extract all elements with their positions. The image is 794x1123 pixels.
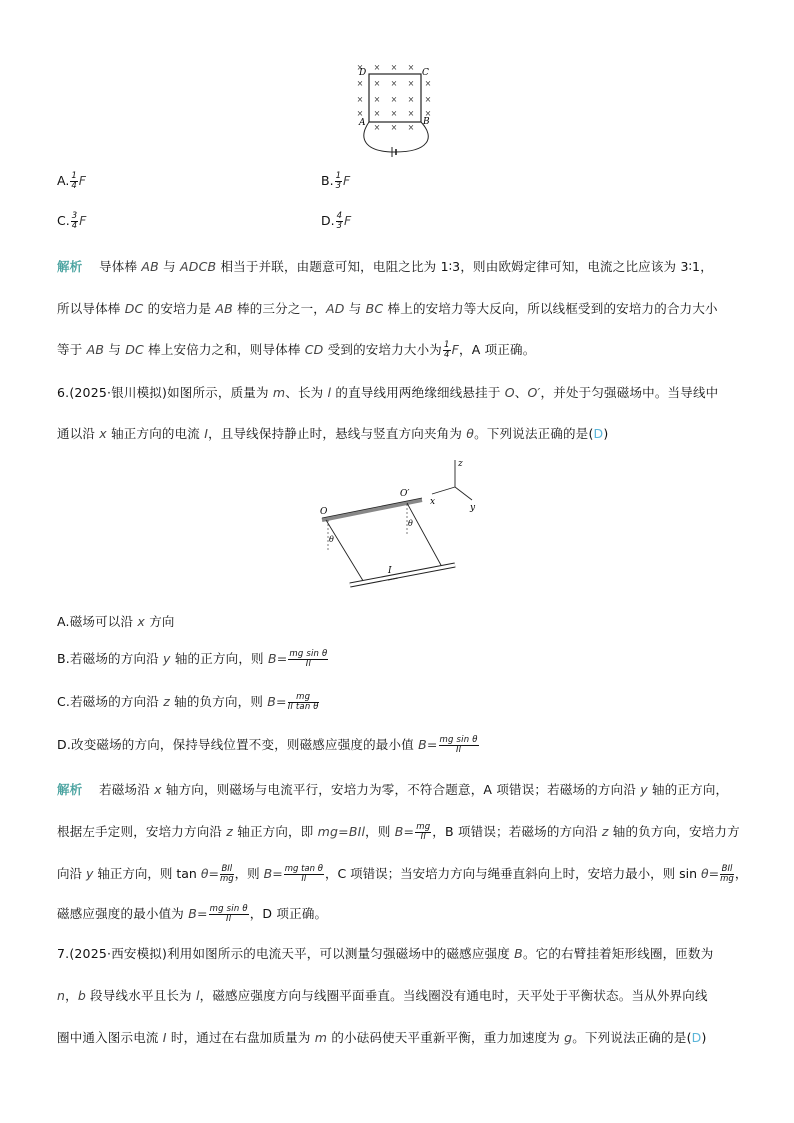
field-cross: × <box>424 79 432 88</box>
field-cross: × <box>407 63 415 72</box>
option-c[interactable]: C. $\frac{3}{4}$ F <box>57 211 87 231</box>
suspension-thread-left <box>326 520 365 584</box>
axis-y-label: y <box>470 503 476 513</box>
field-cross: × <box>373 95 381 104</box>
axis-z-label: z <box>458 459 463 469</box>
option-b[interactable]: B. $\frac{1}{3}$ F <box>321 171 351 191</box>
analysis-tag: 解析 <box>57 782 83 797</box>
q6-stem-line-2: 通以沿 x 轴正方向的电流 I，且导线保持静止时，悬线与竖直方向夹角为 θ。下列说法正确的是(D) <box>57 426 609 441</box>
q6-option-a[interactable]: A.磁场可以沿 x 方向 <box>57 614 175 629</box>
fraction: $\frac{\text{mg tan θ}}{Il}$ <box>284 864 323 884</box>
q6-analysis-line-1: 解析 若磁场沿 x 轴方向，则磁场与电流平行，安培力为零，不符合题意，A 项错误；若磁场的方向沿 y 轴的正方向， <box>57 782 729 797</box>
suspended-wire-figure <box>310 452 500 597</box>
field-cross: × <box>373 79 381 88</box>
q6-option-c[interactable]: C.若磁场的方向沿 z 轴的负方向，则 B= $\frac{mg}{\text{Il tan θ}}$ <box>57 692 319 712</box>
answer-mark: D <box>691 1030 702 1045</box>
analysis-tag: 解析 <box>57 259 83 274</box>
fraction: $\frac{mg}{\text{Il tan θ}}$ <box>287 692 319 712</box>
fraction: $\frac{1}{4}$ <box>71 171 77 191</box>
q6-option-d[interactable]: D.改变磁场的方向，保持导线位置不变，则磁感应强度的最小值 B= $\frac{\text{mg sin θ}}{Il}$ <box>57 735 478 755</box>
field-cross: × <box>373 123 381 132</box>
field-cross: × <box>373 109 381 118</box>
label-o-prime: O′ <box>400 489 410 499</box>
fraction: $\frac{4}{3}$ <box>336 211 343 231</box>
fraction: $\frac{mg}{Il}$ <box>416 822 431 842</box>
q6-analysis-line-2: 根据左手定则，安培力方向沿 z 轴正方向，即 mg=BIl，则 B= $\frac{mg}{Il}$ ，B 项错误；若磁场的方向沿 z 轴的负方向，安培力方 <box>57 822 740 842</box>
field-cross: × <box>390 95 398 104</box>
fraction: $\frac{\text{mg sin θ}}{Il}$ <box>289 649 328 669</box>
field-cross: × <box>407 79 415 88</box>
q7-stem-line-2: n，b 段导线水平且长为 l，磁感应强度方向与线圈平面垂直。当线圈没有通电时，天平处于平衡状态。当从外界向线 <box>57 988 708 1003</box>
label-o: O <box>320 507 328 517</box>
answer-mark: D <box>593 426 604 441</box>
field-cross: × <box>390 63 398 72</box>
q6-analysis-line-4: 磁感应强度的最小值为 B= $\frac{\text{mg sin θ}}{Il}$ ，D 项正确。 <box>57 904 328 924</box>
q6-option-b[interactable]: B.若磁场的方向沿 y 轴的正方向，则 B= $\frac{\text{mg sin θ}}{Il}$ <box>57 649 328 669</box>
axes-icon <box>430 459 476 513</box>
field-cross: × <box>356 109 364 118</box>
field-cross: × <box>390 109 398 118</box>
suspension-thread-right <box>407 503 442 567</box>
field-cross: × <box>373 63 381 72</box>
q5-analysis-line-3: 等于 AB 与 DC 棒上安倍力之和，则导体棒 CD 受到的安培力大小为 $\frac{1}{4}$ F，A 项正确。 <box>57 340 536 360</box>
label-current: I <box>388 566 392 576</box>
fraction: $\frac{1}{4}$ <box>444 340 450 360</box>
fraction: $\frac{3}{4}$ <box>71 211 78 231</box>
label-theta-left: θ <box>329 535 334 544</box>
label-a: A <box>359 118 366 128</box>
q6-stem-line-1: 6.(2025·银川模拟)如图所示，质量为 m、长为 l 的直导线用两绝缘细线悬挂于 O、O′，并处于匀强磁场中。当导线中 <box>57 385 719 400</box>
field-cross: × <box>407 109 415 118</box>
field-cross: × <box>356 63 364 72</box>
q5-analysis-line-2: 所以导体棒 DC 的安培力是 AB 棒的三分之一，AD 与 BC 棒上的安培力等大反向，所以线框受到的安培力的合力大小 <box>57 301 718 316</box>
field-cross: × <box>356 95 364 104</box>
label-d: D <box>359 68 367 78</box>
magnetic-frame-figure <box>350 58 445 158</box>
option-d[interactable]: D. $\frac{4}{3}$ F <box>321 211 352 231</box>
fraction: $\frac{\text{mg sin θ}}{Il}$ <box>439 735 478 755</box>
fraction: $\frac{\text{BIl}}{mg}$ <box>219 864 234 884</box>
fraction: $\frac{\text{BIl}}{mg}$ <box>720 864 734 884</box>
field-cross: × <box>390 79 398 88</box>
field-cross: × <box>407 95 415 104</box>
axis-x-label: x <box>430 497 436 507</box>
field-cross: × <box>390 123 398 132</box>
field-cross: × <box>356 79 364 88</box>
label-theta-right: θ <box>408 519 413 528</box>
fraction: $\frac{1}{3}$ <box>335 171 341 191</box>
field-cross: × <box>407 123 415 132</box>
label-c: C <box>422 68 429 78</box>
option-a[interactable]: A. $\frac{1}{4}$ F <box>57 171 86 191</box>
q5-analysis-line-1: 解析 导体棒 AB 与 ADCB 相当于并联，由题意可知，电阻之比为 1∶3，则由欧姆定律可知，电流之比应该为 3∶1， <box>57 259 713 274</box>
q7-stem-line-3: 圈中通入图示电流 I 时，通过在右盘加质量为 m 的小砝码使天平重新平衡，重力加速度为 g。下列说法正确的是(D) <box>57 1030 707 1045</box>
q6-analysis-line-3: 向沿 y 轴正方向，则 tan θ= $\frac{\text{BIl}}{mg}$ ，则 B= $\frac{\text{mg tan θ}}{Il}$ ，C 项错误；当安培力方向与绳垂直斜向上时，安培力最小，则 sin θ= $\frac{\text{BIl}}{mg}$ ， <box>57 864 748 884</box>
fraction: $\frac{\text{mg sin θ}}{Il}$ <box>209 904 248 924</box>
field-cross: × <box>424 109 432 118</box>
label-b: B <box>423 117 430 127</box>
q7-stem-line-1: 7.(2025·西安模拟)利用如图所示的电流天平，可以测量匀强磁场中的磁感应强度 B。它的右臂挂着矩形线圈，匝数为 <box>57 946 714 961</box>
field-cross: × <box>424 95 432 104</box>
